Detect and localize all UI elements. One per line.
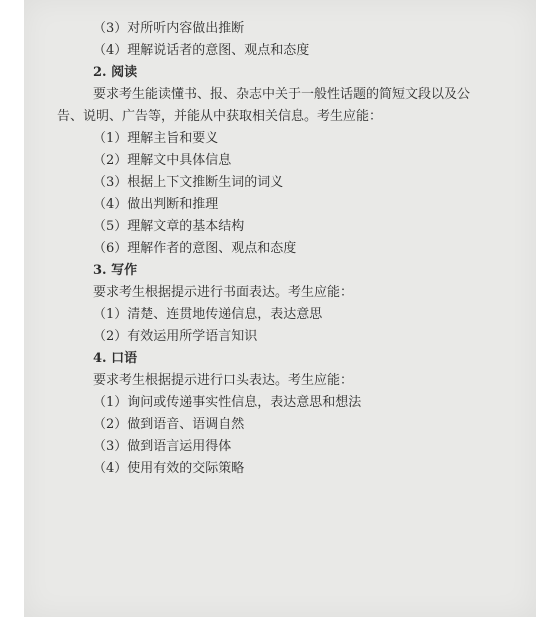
paragraph-line: 要求考生能读懂书、报、杂志中关于一般性话题的简短文段以及公 [93, 87, 471, 102]
list-item: （1）清楚、连贯地传递信息，表达意思 [93, 307, 323, 322]
list-item: （2）理解文中具体信息 [93, 153, 232, 168]
paragraph-line: 要求考生根据提示进行书面表达。考生应能： [93, 285, 354, 300]
list-item: （3）对所听内容做出推断 [93, 21, 245, 36]
list-item: （4）使用有效的交际策略 [93, 461, 245, 476]
list-item: （1）理解主旨和要义 [93, 131, 219, 146]
paragraph-line: 要求考生根据提示进行口头表达。考生应能： [93, 373, 354, 388]
section-heading-reading: 2. 阅读 [93, 65, 138, 80]
list-item: （4）做出判断和推理 [93, 197, 219, 212]
section-heading-speaking: 4. 口语 [93, 351, 138, 366]
list-item: （2）有效运用所学语言知识 [93, 329, 258, 344]
list-item: （4）理解说话者的意图、观点和态度 [93, 43, 310, 58]
list-item: （5）理解文章的基本结构 [93, 219, 245, 234]
list-item: （6）理解作者的意图、观点和态度 [93, 241, 297, 256]
list-item: （2）做到语音、语调自然 [93, 417, 245, 432]
list-item: （3）做到语言运用得体 [93, 439, 232, 454]
list-item: （1）询问或传递事实性信息，表达意思和想法 [93, 395, 362, 410]
section-heading-writing: 3. 写作 [93, 263, 138, 278]
list-item: （3）根据上下文推断生词的词义 [93, 175, 284, 190]
paragraph-line: 告、说明、广告等，并能从中获取相关信息。考生应能： [57, 109, 383, 124]
document-body [57, 18, 527, 480]
